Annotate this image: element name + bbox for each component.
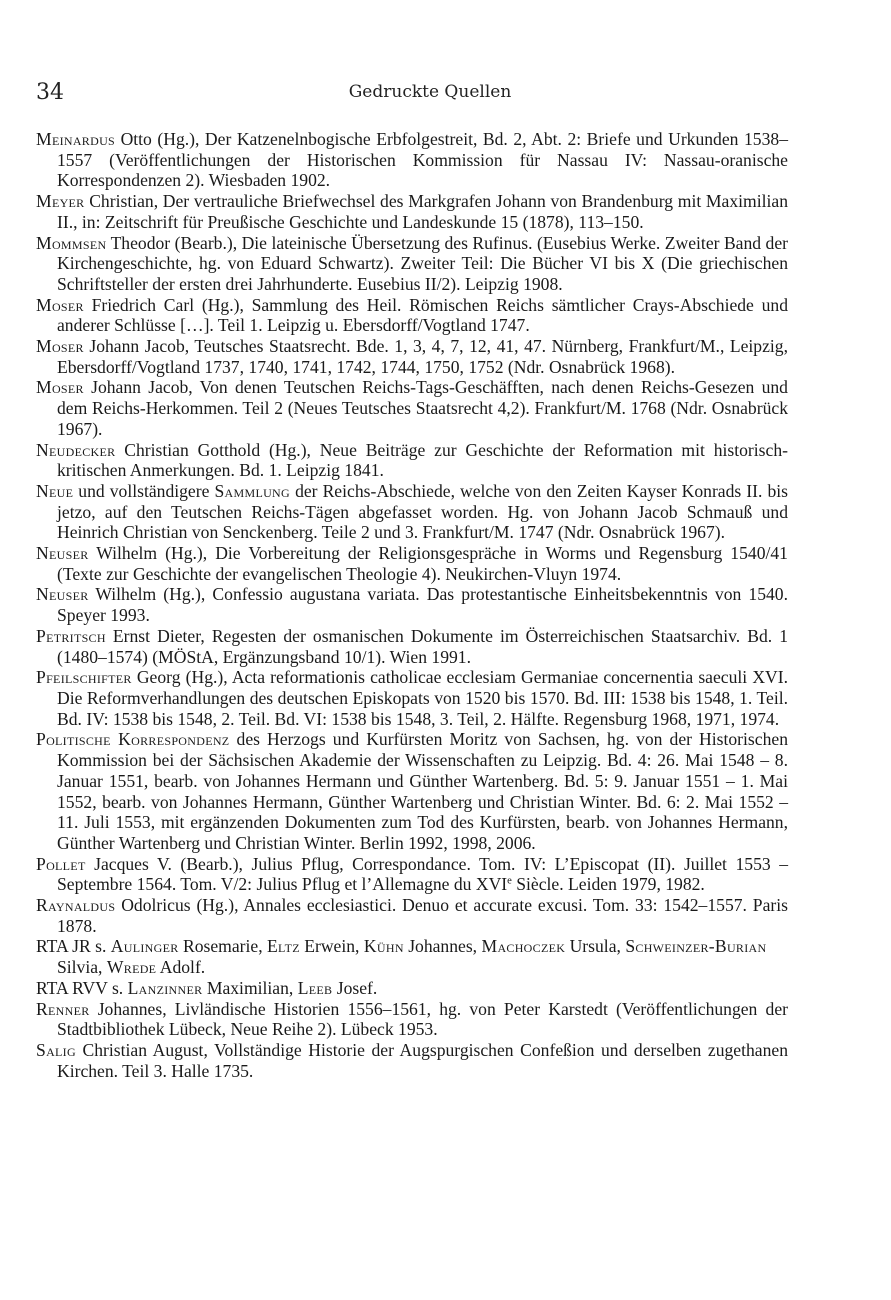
- entry-text: Theodor (Bearb.), Die lateinische Übersetzung des Rufinus. (Eusebius Werke. Zweiter Band der Kirchengeschichte, hg. von Eduard Schwartz). Zweiter Teil: Die Bücher VI bis X (Die griechischen Schriftsteller der ersten drei Jahrhunderte. Eusebius II/2). Leipzig 1908.: [57, 232, 788, 294]
- superscript: e: [507, 875, 512, 887]
- cross-ref-prefix: RTA JR s.: [36, 936, 107, 957]
- bibliography-entry: [36, 667, 788, 729]
- author-name: Meinardus: [36, 129, 116, 149]
- running-title: Gedruckte Quellen: [348, 82, 512, 102]
- entry-text: Ernst Dieter, Regesten der osmanischen Dokumente im Österreichischen Staatsarchiv. Bd. 1 (1480–1574) (MÖStA, Ergänzungsband 10/1). Wien 1991.: [57, 625, 789, 667]
- author-name: Neuser: [36, 543, 89, 564]
- entry-text: Johann Jacob, Teutsches Staatsrecht. Bde. 1, 3, 4, 7, 12, 41, 47. Nürnberg, Frankfurt/M., Leipzig, Ebersdorff/Vogtland 1737, 1740, 1741, 1742, 1744, 1750, 1752 (Ndr. Osnabrück 1968).: [57, 336, 788, 377]
- entry-text: Christian Gotthold (Hg.), Neue Beiträge zur Geschichte der Reformation mit historisch-kritischen Anmerkungen. Bd. 1. Leipzig 1841.: [57, 439, 788, 481]
- entry-text: Johannes, Livländische Historien 1556–1561, hg. von Peter Karstedt (Veröffentlichungen der Stadtbibliothek Lübeck, Neue Reihe 2). Lübeck 1953.: [57, 998, 788, 1040]
- bibliography-list: [36, 129, 788, 1081]
- bibliography-entry: [36, 481, 788, 543]
- ref-given: Silvia,: [57, 957, 103, 978]
- entry-text: des Herzogs und Kurfürsten Moritz von Sachsen, hg. von der Historischen Kommission bei der Sächsischen Akademie der Wissenschaften zu Leipzig. Bd. 4: 26. Mai 1548 – 8. Januar 1551, bearb. von Johannes Hermann und Günther Wartenberg. Bd. 5: 9. Januar 1551 – 1. Mai 1552, bearb. von Johannes Hermann, Günther Wartenberg und Christian Winter. Bd. 6: 2. Mai 1552 – 11. Juli 1553, mit ergänzenden Dokumenten zum Tod des Kurfürsten, bearb. von Johannes Hermann, Günther Wartenberg und Christian Winter. Berlin 1992, 1998, 2006.: [57, 729, 788, 853]
- bibliography-entry: [36, 377, 788, 439]
- cross-ref-prefix: RTA RVV s.: [36, 977, 124, 998]
- ref-given: Maximilian,: [206, 977, 294, 998]
- ref-given: Johannes,: [408, 936, 478, 957]
- page-number: 34: [36, 80, 64, 105]
- author-name: Pollet: [36, 853, 86, 874]
- ref-name: Machoczek: [481, 936, 566, 957]
- entry-text: Odolricus (Hg.), Annales ecclesiastici. Denuo et accurate excusi. Tom. 33: 1542–1557. Paris 1878.: [57, 895, 788, 936]
- bibliography-entry: [36, 854, 788, 895]
- author-name: Petritsch: [36, 625, 106, 646]
- entry-text: der Reichs-Abschiede, welche von den Zeiten Kayser Konrads II. bis jetzo, auf den Teutschen Reichs-Tägen abgefasset worden. Hg. von Johann Jacob Schmauß und Heinrich Christian von Senckenberg. Teile 2 und 3. Frankfurt/M. 1747 (Ndr. Osnabrück 1967).: [57, 480, 788, 543]
- bibliography-entry: [36, 895, 788, 936]
- author-name: Mommsen: [36, 232, 107, 253]
- ref-name: Aulinger: [110, 936, 179, 957]
- bibliography-entry: [36, 626, 788, 667]
- bibliography-entry: [36, 584, 788, 625]
- ref-name: Lanzinner: [127, 977, 203, 998]
- ref-name: Eltz: [267, 936, 300, 957]
- author-name: Neuser: [36, 584, 89, 605]
- author-name: Neudecker: [36, 439, 116, 460]
- bibliography-entry: [36, 1040, 788, 1081]
- bibliography-entry: [36, 129, 788, 191]
- entry-text: Otto (Hg.), Der Katzenelnbogische Erbfolgestreit, Bd. 2, Abt. 2: Briefe und Urkunden 1538–1557 (Veröffentlichungen der Historischen Kommission für Nassau IV: Nassau-oranische Korrespondenzen 2). Wiesbaden 1902.: [57, 129, 788, 191]
- title-keyword: Sammlung: [214, 480, 290, 501]
- ref-given: Rosemarie,: [182, 936, 263, 957]
- bibliography-entry: [36, 295, 788, 336]
- entry-text: Friedrich Carl (Hg.), Sammlung des Heil. Römischen Reichs sämtlicher Crays-Abschiede und anderer Schlüsse […]. Teil 1. Leipzig u. Ebersdorff/Vogtland 1747.: [57, 294, 788, 336]
- bibliography-entry: [36, 729, 788, 853]
- bibliography-entry: [36, 191, 788, 232]
- page-header: [36, 80, 824, 106]
- entry-text: Siècle. Leiden 1979, 1982.: [516, 874, 705, 895]
- entry-text: Jacques V. (Bearb.), Julius Pflug, Correspondance. Tom. IV: L’Episcopat (II). Juillet 1553 – Septembre 1564. Tom. V/2: Julius Pflug et l’Allemagne du XVI: [57, 853, 788, 895]
- entry-text: Christian August, Vollständige Historie der Augspurgischen Confeßion und derselben zugethanen Kirchen. Teil 3. Halle 1735.: [57, 1039, 788, 1081]
- ref-given: Adolf.: [159, 957, 206, 978]
- bibliography-entry: [36, 936, 788, 977]
- author-name: Renner: [36, 998, 90, 1019]
- bibliography-entry: [36, 999, 788, 1040]
- entry-text: Georg (Hg.), Acta reformationis catholicae ecclesiam Germaniae concernentia saeculi XVI. Die Reformverhandlungen des deutschen Episkopats von 1520 bis 1570. Bd. III: 1538 bis 1548, 1. Teil. Bd. IV: 1538 bis 1548, 2. Teil. Bd. VI: 1538 bis 1548, 3. Teil, 2. Hälfte. Regensburg 1968, 1971, 1974.: [57, 667, 788, 729]
- entry-text: Wilhelm (Hg.), Confessio augustana variata. Das protestantische Einheitsbekenntnis von 1540. Speyer 1993.: [57, 584, 788, 626]
- bibliography-entry: [36, 978, 788, 999]
- author-name: Moser: [36, 294, 84, 315]
- bibliography-entry: [36, 543, 788, 584]
- entry-text: Johann Jacob, Von denen Teutschen Reichs-Tags-Geschäfften, nach denen Reichs-Gesezen und dem Reichs-Herkommen. Teil 2 (Neues Teutsches Staatsrecht 4,2). Frankfurt/M. 1768 (Ndr. Osnabrück 1967).: [57, 377, 788, 439]
- bibliography-entry: [36, 233, 788, 295]
- author-name: Raynaldus: [36, 895, 116, 916]
- entry-text: und vollständigere: [78, 480, 210, 501]
- ref-name: Wrede: [106, 957, 157, 978]
- title-keyword: Neue: [36, 480, 74, 501]
- author-name: Moser: [36, 377, 84, 398]
- ref-given: Ursula,: [569, 936, 621, 957]
- ref-name: Kühn: [363, 936, 404, 957]
- bibliography-entry: [36, 440, 788, 481]
- author-name: Pfeilschifter: [36, 667, 132, 688]
- author-name: Moser: [36, 336, 84, 357]
- title-keyword: Politische Korrespondenz: [36, 729, 230, 750]
- entry-text: Wilhelm (Hg.), Die Vorbereitung der Religionsgespräche in Worms und Regensburg 1540/41 (Texte zur Geschichte der evangelischen Theologie 4). Neukirchen-Vluyn 1974.: [57, 543, 788, 584]
- entry-text: Christian, Der vertrauliche Briefwechsel des Markgrafen Johann von Brandenburg mit Maximilian II., in: Zeitschrift für Preußische Geschichte und Landeskunde 15 (1878), 113–150.: [57, 191, 788, 232]
- author-name: Salig: [36, 1039, 76, 1060]
- bibliography-entry: [36, 336, 788, 377]
- author-name: Meyer: [36, 191, 85, 212]
- ref-given: Josef.: [336, 977, 378, 998]
- ref-name: Leeb: [297, 977, 333, 998]
- ref-given: Erwein,: [304, 936, 360, 957]
- ref-name: Schweinzer-Burian: [625, 936, 767, 957]
